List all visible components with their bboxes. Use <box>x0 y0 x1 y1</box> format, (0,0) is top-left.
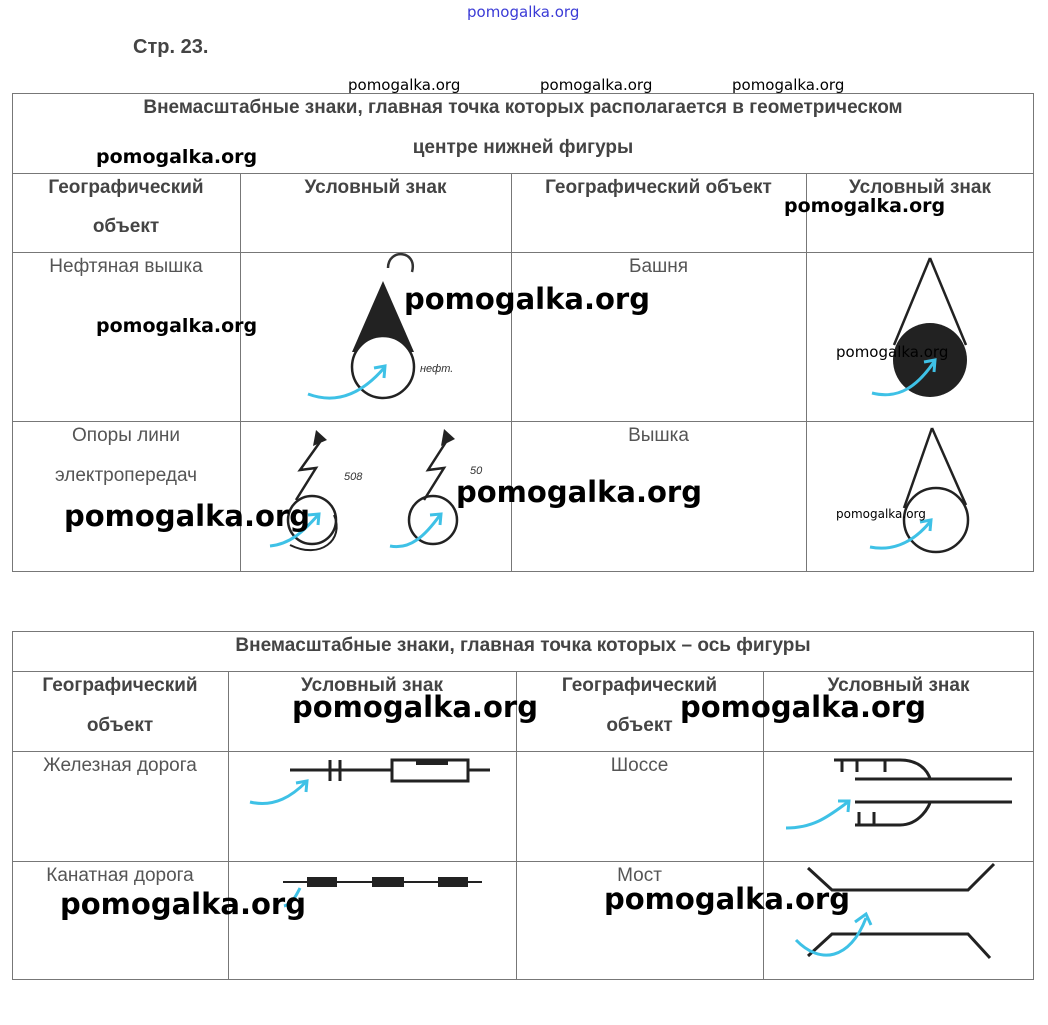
oil-derrick-sign-label: нефт. <box>420 363 454 375</box>
cell-mast: Вышка <box>628 425 689 446</box>
watermark: pomogalka.org <box>540 76 653 94</box>
watermark: pomogalka.org <box>60 887 306 921</box>
watermark: pomogalka.org <box>604 882 850 916</box>
watermark: pomogalka.org <box>64 499 310 533</box>
watermark: pomogalka.org <box>836 507 926 521</box>
table-2-header-object-2-line2: объект <box>606 715 673 736</box>
watermark: pomogalka.org <box>456 475 702 509</box>
watermark: pomogalka.org <box>96 315 258 337</box>
cell-tower: Башня <box>628 256 689 277</box>
cell-railway: Железная дорога <box>43 755 197 776</box>
cell-power-line-line2: электропередач <box>55 465 197 486</box>
table-1-header-object-line2: объект <box>92 216 160 237</box>
table-2-header-sign: Условный знак <box>301 675 443 696</box>
cell-power-line-line1: Опоры лини <box>72 425 180 446</box>
watermark-top: pomogalka.org <box>467 3 580 21</box>
table-2-header-object: Географический <box>42 675 198 696</box>
table-2-header-object-line2: объект <box>86 715 154 736</box>
watermark: pomogalka.org <box>784 195 946 217</box>
table-1-header-object-2: Географический объект <box>545 177 772 198</box>
watermark: pomogalka.org <box>836 343 949 361</box>
table-1-header-object: Географический <box>48 177 204 198</box>
table-2-header-sign-2: Условный знак <box>827 675 970 696</box>
table-2-title: Внемасштабные знаки, главная точка которых – ось фигуры <box>235 635 811 656</box>
watermark: pomogalka.org <box>732 76 845 94</box>
power-line-label-1: 508 <box>344 471 363 483</box>
table-1-header-sign: Условный знак <box>304 177 447 198</box>
cell-cable-car: Канатная дорога <box>46 865 194 886</box>
watermark: pomogalka.org <box>680 690 926 724</box>
table-1-header-sign-2: Условный знак <box>849 177 991 198</box>
watermark: pomogalka.org <box>404 282 650 316</box>
table-1-title-line2: центре нижней фигуры <box>412 137 634 158</box>
watermark: pomogalka.org <box>96 146 258 168</box>
cell-oil-derrick: Нефтяная вышка <box>49 256 203 277</box>
table-1-title: Внемасштабные знаки, главная точка которых располагается в геометрическом <box>143 97 903 118</box>
power-line-label-2: 50 <box>470 465 483 477</box>
page-number: Стр. 23. <box>133 36 209 58</box>
cell-bridge: Мост <box>617 865 662 886</box>
table-2-header-object-2: Географический <box>561 675 718 696</box>
watermark: pomogalka.org <box>348 76 461 94</box>
watermark: pomogalka.org <box>292 690 538 724</box>
cell-highway: Шоссе <box>610 755 669 776</box>
